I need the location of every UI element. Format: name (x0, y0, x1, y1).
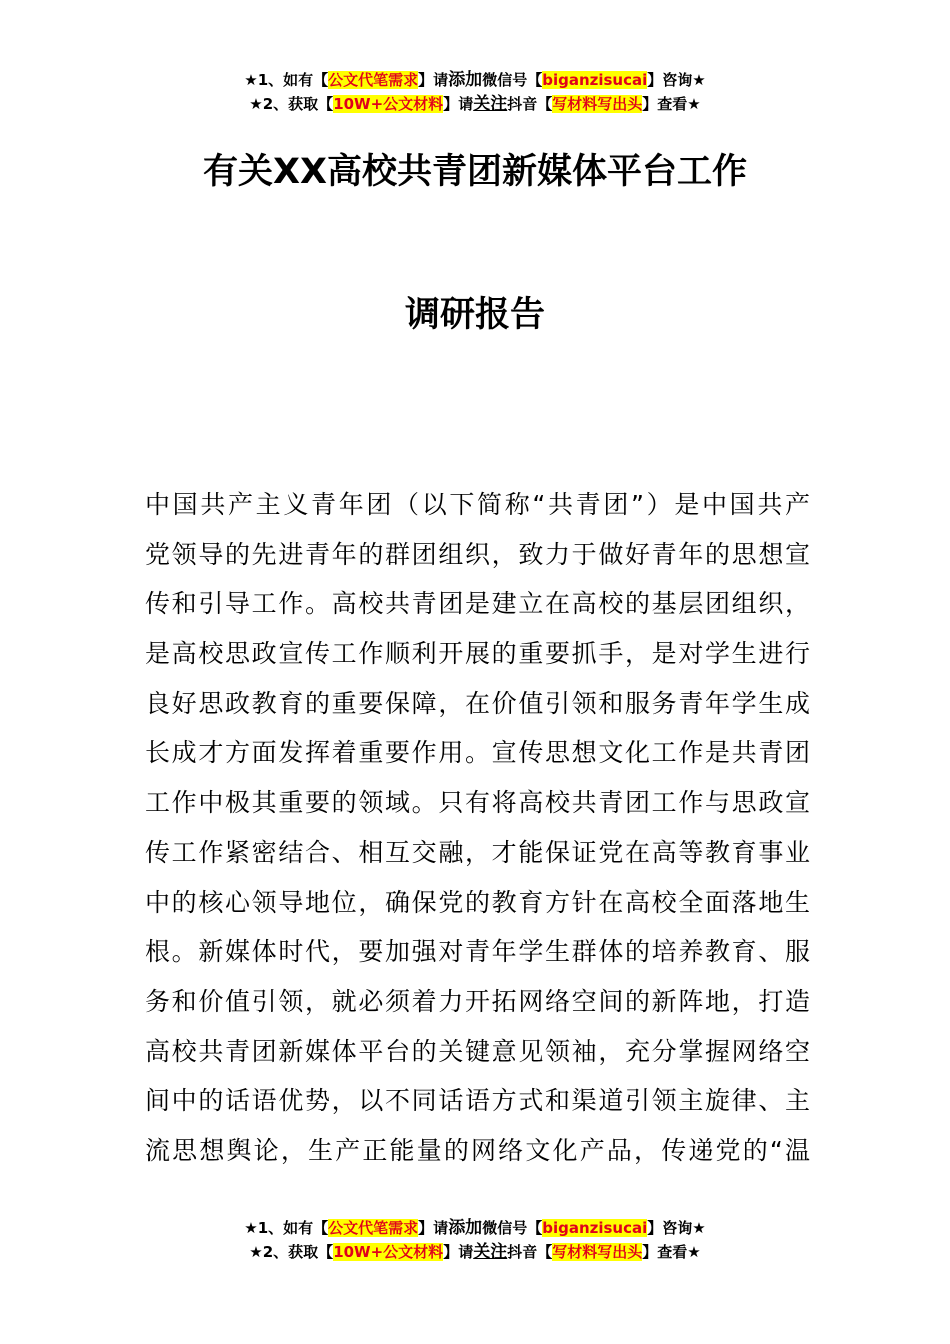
banner-highlight: 公文代笔需求 (328, 71, 419, 89)
banner-line-2: ★2、获取【10W+公文材料】请关注抖音【写材料写出头】查看★ (249, 1242, 701, 1262)
body-line: 间中的话语优势，以不同话语方式和渠道引领主旋律、主 (145, 1086, 810, 1116)
banner-highlight: 10W+公文材料 (333, 95, 444, 113)
body-line: 中的核心领导地位，确保党的教育方针在高校全面落地生 (145, 887, 810, 917)
body-line: 高校共青团新媒体平台的关键意见领袖，充分掌握网络空 (145, 1036, 810, 1066)
footer-banner (0, 1216, 950, 1264)
banner-highlight: 写材料写出头 (552, 95, 643, 113)
header-banner (0, 68, 950, 116)
body-line: 中国共产主义青年团（以下简称“共青团”）是中国共产 (145, 490, 810, 519)
body-line: 工作中极其重要的领域。只有将高校共青团工作与思政宣 (145, 788, 810, 818)
banner-highlight: 公文代笔需求 (328, 1219, 419, 1237)
body-line: 流思想舆论，生产正能量的网络文化产品，传递党的“温 (145, 1135, 810, 1165)
document-title-line-2: 调研报告 (404, 295, 545, 335)
body-line: 长成才方面发挥着重要作用。宣传思想文化工作是共青团 (145, 738, 810, 768)
body-line: 党领导的先进青年的群团组织，致力于做好青年的思想宣 (145, 539, 810, 569)
banner-line-1: ★1、如有【公文代笔需求】请添加微信号【biganzisucai】咨询★ (244, 1218, 706, 1238)
banner-highlight: biganzisucai (542, 71, 648, 89)
banner-highlight: biganzisucai (542, 1219, 648, 1237)
body-paragraph (145, 480, 810, 1176)
banner-line-2: ★2、获取【10W+公文材料】请关注抖音【写材料写出头】查看★ (249, 94, 701, 114)
body-line: 根。新媒体时代，要加强对青年学生群体的培养教育、服 (145, 937, 810, 967)
body-line: 务和价值引领，就必须着力开拓网络空间的新阵地，打造 (145, 986, 810, 1016)
banner-line-1: ★1、如有【公文代笔需求】请添加微信号【biganzisucai】咨询★ (244, 70, 706, 90)
body-line: 传和引导工作。高校共青团是建立在高校的基层团组织， (145, 589, 810, 619)
body-line: 传工作紧密结合、相互交融，才能保证党在高等教育事业 (145, 837, 810, 867)
document-title-line-1: 有关XX高校共青团新媒体平台工作 (203, 152, 747, 192)
banner-highlight: 写材料写出头 (552, 1243, 643, 1261)
banner-highlight: 10W+公文材料 (333, 1243, 444, 1261)
body-line: 是高校思政宣传工作顺利开展的重要抓手，是对学生进行 (145, 639, 810, 669)
body-line: 良好思政教育的重要保障，在价值引领和服务青年学生成 (145, 688, 810, 718)
